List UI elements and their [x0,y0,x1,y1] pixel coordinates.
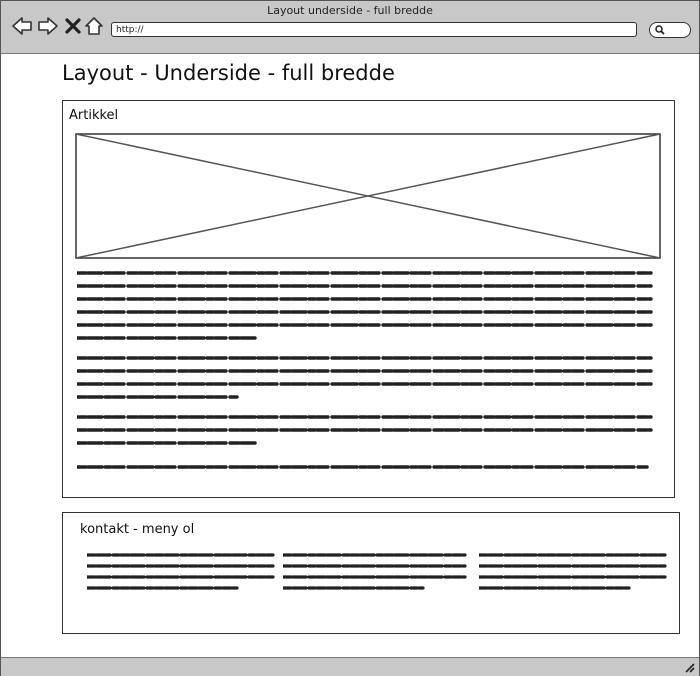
article-body-text [77,269,667,479]
page-title: Layout - Underside - full bredde [62,61,395,85]
search-field[interactable] [649,22,691,38]
browser-titlebar [1,1,699,54]
resize-grip-icon[interactable] [683,661,695,673]
status-bar [1,657,699,676]
contact-column-3-text [479,551,669,597]
contact-panel [62,512,680,634]
article-label: Artikkel [69,108,119,123]
address-bar[interactable]: http:// [111,22,637,37]
back-arrow-icon[interactable] [11,15,33,37]
search-icon [654,24,666,36]
close-icon[interactable] [64,15,82,37]
contact-column-1-text [87,551,277,597]
forward-arrow-icon[interactable] [37,15,59,37]
contact-label: kontakt - meny ol [80,522,195,537]
image-placeholder-icon [75,133,661,259]
contact-column-2-text [283,551,473,597]
window-title: Layout underside - full bredde [267,4,433,17]
home-icon[interactable] [84,15,104,37]
article-panel [62,100,675,498]
